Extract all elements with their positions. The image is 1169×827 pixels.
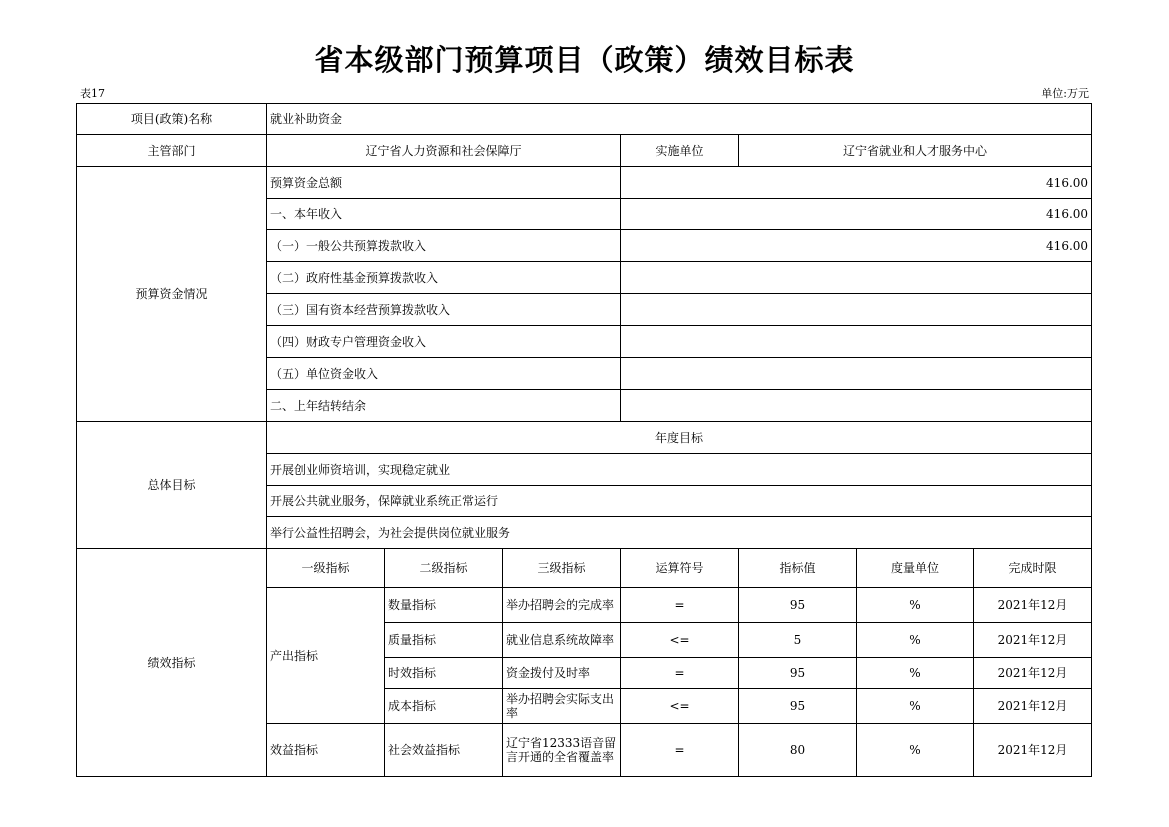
performance-indicator-label: 绩效指标 <box>77 549 267 777</box>
indicator-deadline: 2021年12月 <box>974 658 1092 689</box>
budget-item-amount <box>621 326 1092 358</box>
budget-item-amount <box>621 294 1092 326</box>
indicator-level2: 社会效益指标 <box>385 724 503 777</box>
header-level2: 二级指标 <box>385 549 503 588</box>
budget-item-amount <box>621 262 1092 294</box>
budget-item-amount <box>621 358 1092 390</box>
project-name-label: 项目(政策)名称 <box>77 104 267 135</box>
budget-item-amount: 416.00 <box>621 230 1092 262</box>
indicator-operator: = <box>621 588 739 623</box>
budget-section-label: 预算资金情况 <box>77 167 267 422</box>
annual-goal-header: 年度目标 <box>267 422 1092 454</box>
output-indicator-label: 产出指标 <box>267 588 385 724</box>
table-number: 表17 <box>80 87 105 100</box>
indicator-level3: 就业信息系统故障率 <box>503 623 621 658</box>
indicator-value: 80 <box>739 724 857 777</box>
indicator-value: 5 <box>739 623 857 658</box>
header-deadline: 完成时限 <box>974 549 1092 588</box>
goal-item: 开展公共就业服务，保障就业系统正常运行 <box>267 486 1092 517</box>
budget-row <box>77 167 1092 199</box>
indicator-deadline: 2021年12月 <box>974 689 1092 724</box>
budget-item-name: （一）一般公共预算拨款收入 <box>267 230 621 262</box>
indicator-unit: % <box>857 623 974 658</box>
indicator-header-row <box>77 549 1092 588</box>
project-name-value: 就业补助资金 <box>267 104 1092 135</box>
implementing-unit-label: 实施单位 <box>621 135 739 167</box>
header-operator: 运算符号 <box>621 549 739 588</box>
indicator-operator: = <box>621 658 739 689</box>
indicator-value: 95 <box>739 588 857 623</box>
budget-item-name: （四）财政专户管理资金收入 <box>267 326 621 358</box>
goals-header-row <box>77 422 1092 454</box>
indicator-level3: 辽宁省12333语音留言开通的全省覆盖率 <box>503 724 621 777</box>
indicator-level2: 数量指标 <box>385 588 503 623</box>
indicator-unit: % <box>857 689 974 724</box>
indicator-operator: = <box>621 724 739 777</box>
project-row <box>77 104 1092 135</box>
budget-item-name: （五）单位资金收入 <box>267 358 621 390</box>
budget-item-name: （二）政府性基金预算拨款收入 <box>267 262 621 294</box>
indicator-value: 95 <box>739 689 857 724</box>
indicator-operator: <= <box>621 623 739 658</box>
indicator-deadline: 2021年12月 <box>974 588 1092 623</box>
overall-goal-label: 总体目标 <box>77 422 267 549</box>
header-unit: 度量单位 <box>857 549 974 588</box>
header-level3: 三级指标 <box>503 549 621 588</box>
indicator-value: 95 <box>739 658 857 689</box>
indicator-operator: <= <box>621 689 739 724</box>
budget-item-name: （三）国有资本经营预算拨款收入 <box>267 294 621 326</box>
indicator-unit: % <box>857 724 974 777</box>
indicator-level2: 质量指标 <box>385 623 503 658</box>
page-title: 省本级部门预算项目（政策）绩效目标表 <box>314 43 855 77</box>
header-level1: 一级指标 <box>267 549 385 588</box>
department-label: 主管部门 <box>77 135 267 167</box>
indicator-level3: 资金拨付及时率 <box>503 658 621 689</box>
indicator-deadline: 2021年12月 <box>974 724 1092 777</box>
goal-item: 举行公益性招聘会，为社会提供岗位就业服务 <box>267 517 1092 549</box>
budget-item-amount: 416.00 <box>621 167 1092 199</box>
budget-item-name: 二、上年结转结余 <box>267 390 621 422</box>
indicator-unit: % <box>857 588 974 623</box>
department-row <box>77 135 1092 167</box>
performance-table <box>76 103 1092 777</box>
indicator-level2: 成本指标 <box>385 689 503 724</box>
budget-item-name: 预算资金总额 <box>267 167 621 199</box>
indicator-level3: 举办招聘会的完成率 <box>503 588 621 623</box>
budget-item-amount <box>621 390 1092 422</box>
budget-item-amount: 416.00 <box>621 199 1092 230</box>
implementing-unit-value: 辽宁省就业和人才服务中心 <box>739 135 1092 167</box>
indicator-level3: 举办招聘会实际支出率 <box>503 689 621 724</box>
indicator-deadline: 2021年12月 <box>974 623 1092 658</box>
header-value: 指标值 <box>739 549 857 588</box>
unit-label: 单位:万元 <box>1041 87 1089 100</box>
department-value: 辽宁省人力资源和社会保障厅 <box>267 135 621 167</box>
indicator-level2: 时效指标 <box>385 658 503 689</box>
goal-item: 开展创业师资培训，实现稳定就业 <box>267 454 1092 486</box>
indicator-unit: % <box>857 658 974 689</box>
benefit-indicator-label: 效益指标 <box>267 724 385 777</box>
budget-item-name: 一、本年收入 <box>267 199 621 230</box>
